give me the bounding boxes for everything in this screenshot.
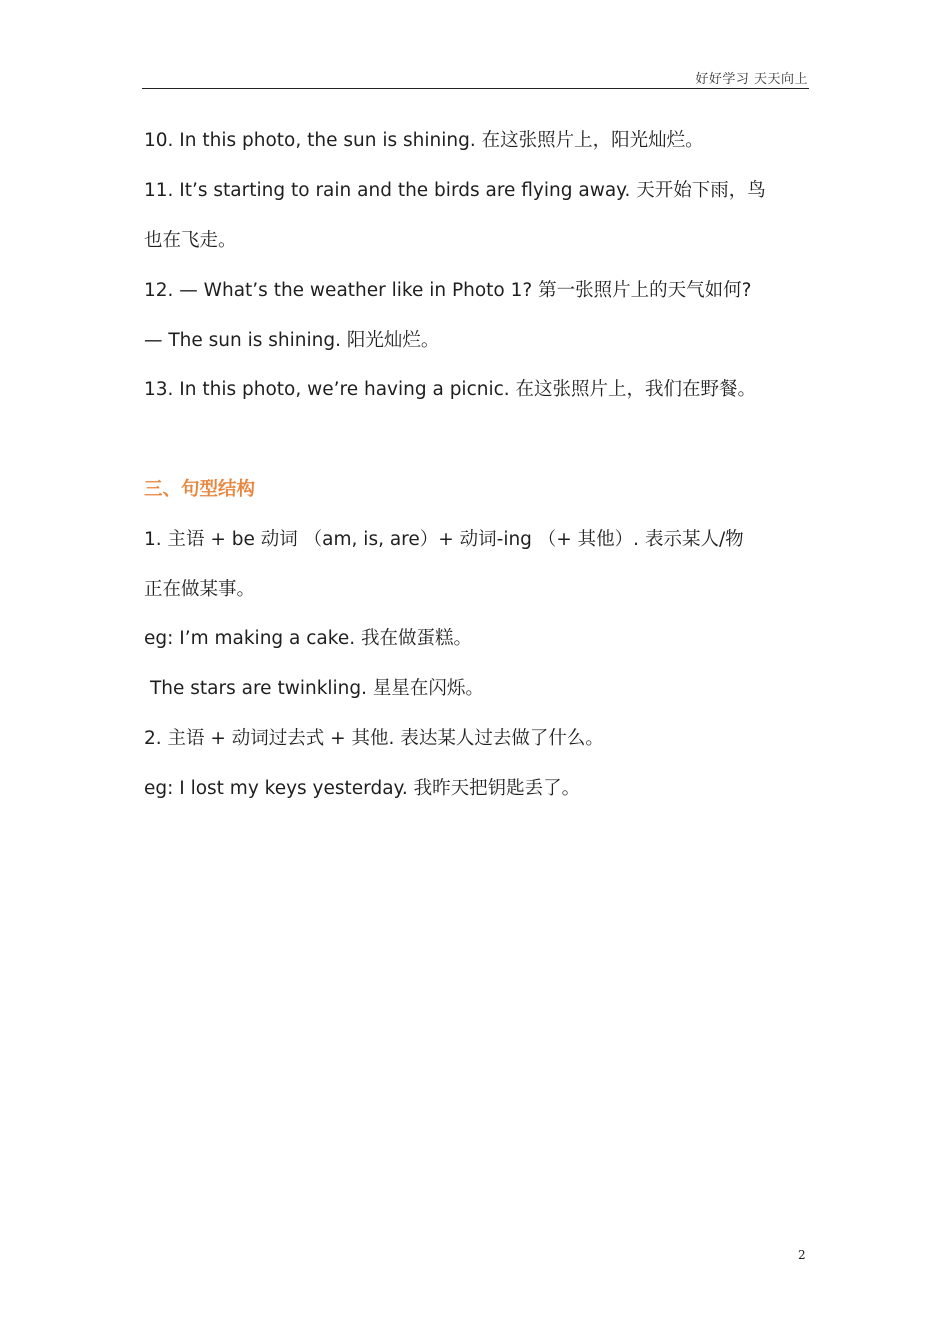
text-line: 12. — What’s the weather like in Photo 1? 第一张照片上的天气如何? — [144, 280, 752, 301]
text-line: 11. It’s starting to rain and the birds are flying away. 天开始下雨，鸟 — [144, 180, 766, 201]
text-line: eg: I’m making a cake. 我在做蛋糕。 — [144, 628, 472, 649]
text-line: — The sun is shining. 阳光灿烂。 — [144, 330, 440, 351]
text-line: The stars are twinkling. 星星在闪烁。 — [150, 678, 484, 699]
text-line: 正在做某事。 — [144, 579, 256, 600]
text-line: eg: I lost my keys yesterday. 我昨天把钥匙丢了。 — [144, 778, 581, 799]
text-line: 13. In this photo, we’re having a picnic. 在这张照片上，我们在野餐。 — [144, 379, 757, 400]
section-heading: 三、句型结构 — [144, 479, 256, 500]
header-divider — [142, 88, 809, 89]
text-line: 2. 主语 + 动词过去式 + 其他. 表达某人过去做了什么。 — [144, 728, 604, 749]
text-line: 也在飞走。 — [144, 230, 237, 251]
text-line: 10. In this photo, the sun is shining. 在这张照片上，阳光灿烂。 — [144, 130, 704, 151]
text-line: 1. 主语 + be 动词 （am, is, are）+ 动词-ing （+ 其他）. 表示某人/物 — [144, 529, 744, 550]
page-number: 2 — [798, 1248, 806, 1262]
page-header-motto: 好好学习 天天向上 — [695, 72, 808, 87]
